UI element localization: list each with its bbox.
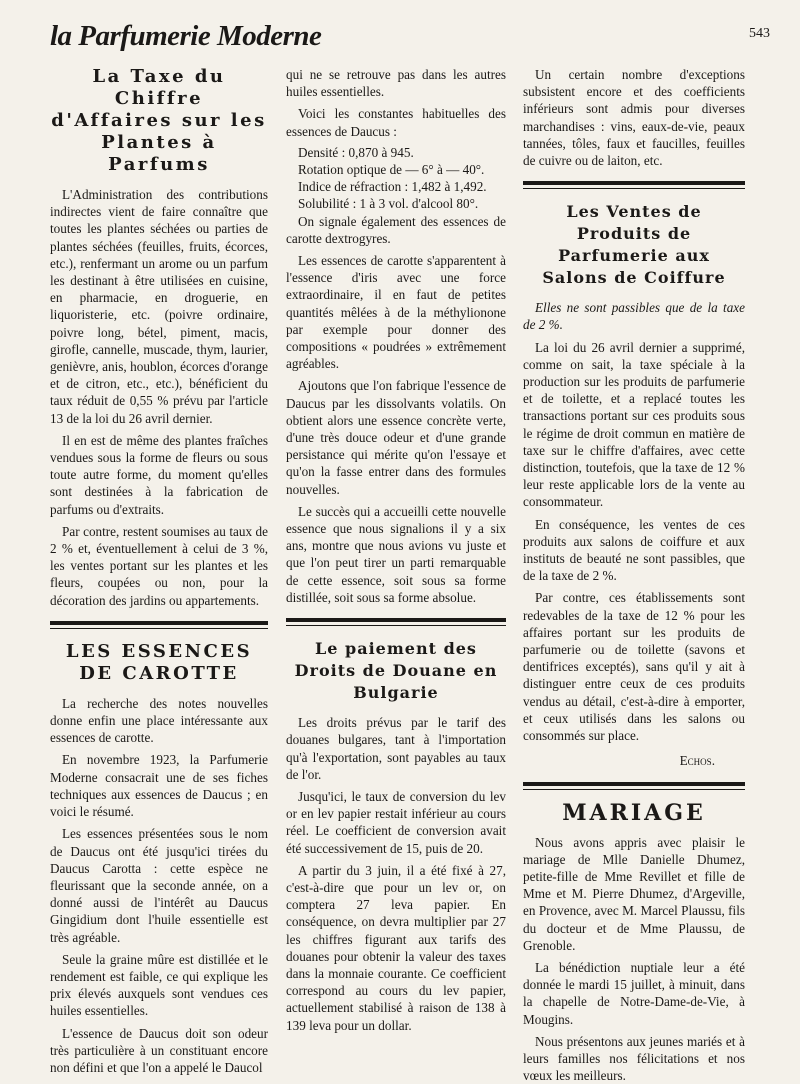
article-title-mariage: MARIAGE: [562, 799, 706, 826]
page-number: 543: [749, 26, 770, 41]
paragraph: En novembre 1923, la Parfumerie Moderne consacrait une de ses fiches techniques aux essences de Daucus ; en voici le résumé.: [50, 752, 268, 820]
section-divider: [523, 782, 745, 790]
paragraph: On signale également des essences de carotte dextrogyres.: [286, 213, 506, 246]
paragraph: A partir du 3 juin, il a été fixé à 27, c'est-à-dire que pour un lev or, on comptera 27 leva papier. En conséquence, on devra multiplier par 27 les chiffres figurant aux tarifs des douanes pour obtenir la valeur des taxes dans la monnaie courante. Ce coefficient correspond au cours du lev papier, actuellement stabilisé à raison de 138 à 139 leva pour un dollar.: [286, 862, 506, 1033]
paragraph: Seule la graine mûre est distillée et le rendement est faible, ce qui explique les prix élevés auxquels sont vendues ces huiles essentielles.: [50, 951, 268, 1019]
paragraph: L'essence de Daucus doit son odeur très particulière à un constituant encore non défini et que l'on a appelé le Daucol: [50, 1025, 268, 1075]
paragraph: Par contre, ces établissements sont redevables de la taxe de 12 % pour les affaires portant sur les produits de parfumerie ou de toilette (savons et dentifrices exceptés), sans qu'il y ait à distinguer entre ceux de ces produits vendus au détail, c'est-à-dire à emporter, et ceux utilisés dans les salons ou consommés sur place.: [523, 590, 745, 744]
article-subtitle: Elles ne sont passibles que de la taxe de 2 %.: [523, 300, 745, 333]
paragraph: Jusqu'ici, le taux de conversion du lev or en lev papier restait inférieur au cours réel. Le coefficient de conversion avait été successivement de 15, puis de 20.: [286, 788, 506, 856]
section-divider: [523, 181, 745, 189]
paragraph: Par contre, restent soumises au taux de 2 % et, éventuellement à celui de 3 %, les ventes portant sur les plantes et les fleurs, coupées ou non, pour la décoration des jardins ou appartements.: [50, 523, 268, 608]
paragraph: La bénédiction nuptiale leur a été donnée le mardi 15 juillet, à minuit, dans la chapelle de Notre-Dame-de-Vie, à Mougins.: [523, 959, 745, 1027]
paragraph: Voici les constantes habituelles des essences de Daucus :: [286, 106, 506, 139]
article-title-carotte: LES ESSENCES DE CAROTTE: [65, 640, 253, 684]
section-divider: [50, 621, 268, 629]
paragraph: L'Administration des contributions indirectes vient de faire connaître que toutes les plantes séchées ou parties de plantes séchées (feuilles, fruits, écorces, etc.), renfermant un arome ou un parfum les destinant à être utilisées en cuisine, en pharmacie, en droguerie, en liquoristerie, etc. (poivre ordinaire, poivre long, bétel, piment, macis, girofle, cannelle, muscade, thym, laurier, genièvre, anis, houblon, écorces d'orange et de citron, etc., etc.), bénéficient du taux réduit de 0,55 % prévu par l'article 13 de la loi du 26 avril dernier.: [50, 187, 268, 426]
paragraph: Les essences de carotte s'apparentent à l'essence d'iris avec une force extraordinaire, il en faut de petites quantités mêlées à de la méthylionone par exemple pour donner des compositions « poudrées » extrêmement agréables.: [286, 253, 506, 372]
constant-rotation: Rotation optique de — 6° à — 40°.: [298, 162, 485, 178]
paragraph: La recherche des notes nouvelles donne enfin une place intéressante aux essences de carotte.: [50, 695, 268, 746]
article-title-taxe: La Taxe du Chiffre d'Affaires sur les Plantes à Parfums: [51, 66, 267, 175]
paragraph: Nous présentons aux jeunes mariés et à leurs familles nos félicitations et nos vœux les meilleurs.: [523, 1033, 745, 1084]
paragraph: En conséquence, les ventes de ces produits aux salons de coiffure et aux instituts de beauté ne sont passibles, que de la taxe de 2 %.: [523, 516, 745, 584]
constant-solubility: Solubilité : 1 à 3 vol. d'alcool 80°.: [298, 196, 479, 212]
column-1: [50, 66, 268, 1076]
masthead: la Parfumerie Moderne: [50, 20, 322, 52]
page-header: [50, 18, 770, 58]
column-3: [523, 66, 745, 1084]
paragraph: qui ne se retrouve pas dans les autres huiles essentielles.: [286, 67, 506, 100]
paragraph: Il en est de même des plantes fraîches vendues sous la forme de fleurs ou sous toute autre forme, du moment qu'elles sont destinées à la fabrication de parfums ou d'extraits.: [50, 432, 268, 517]
paragraph: La loi du 26 avril dernier a supprimé, comme on sait, la taxe spéciale à la production sur les produits de parfumerie et de toilette, et a replacé toutes les transactions portant sur ces produits sous le régime de droit commun en matière de taxe sur le chiffre d'affaires, avec cette distinction, toutefois, que la taxe de 12 % leur reste applicable lors de la vente au consommateur.: [523, 339, 745, 510]
paragraph: Les essences présentées sous le nom de Daucus ont été jusqu'ici tirées du Daucus Carotta : cette espèce ne fleurissant que la seconde année, on a donné aussi de l'intérêt au Daucus Gingidium dont l'huile essentielle est très agréable.: [50, 826, 268, 945]
signature: Echos.: [679, 753, 715, 769]
paragraph: Le succès qui a accueilli cette nouvelle essence que nous signalions il y a six ans, montre que nous avions vu juste et que l'on peut tirer un parti remarquable de cette essence, soit sous sa forme distillée, soit sous sa forme absolue.: [286, 503, 506, 605]
constants-list: [286, 144, 506, 213]
column-2: [286, 66, 506, 1034]
section-divider: [286, 618, 506, 626]
paragraph: Nous avons appris avec plaisir le mariage de Mlle Danielle Dhumez, petite-fille de Mme Revillet et fille de Mme et M. Pierre Dhumez, d'Argeville, en Provence, avec M. Marcel Plaussu, fils du docteur et de Mme Plaussu, de Grenoble.: [523, 834, 745, 953]
constant-density: Densité : 0,870 à 945.: [298, 144, 414, 160]
paragraph: Un certain nombre d'exceptions subsistent encore et des coefficients inférieurs sont admis pour diverses marchandises : vins, eaux-de-vie, peaux tannées, tôles, faux et faucilles, feuilles de cuivre ou de laiton, etc.: [523, 67, 745, 169]
article-title-ventes: Les Ventes de Produits de Parfumerie aux Salons de Coiffure: [542, 202, 726, 288]
paragraph: Ajoutons que l'on fabrique l'essence de Daucus par les dissolvants volatils. On obtient alors une essence concrète verte, d'une très douce odeur et d'une grande persistance qui mérite qu'on l'essaye et qu'on la fasse entrer dans des formules nouvelles.: [286, 378, 506, 497]
article-title-douane: Le paiement des Droits de Douane en Bulgarie: [294, 639, 498, 703]
paragraph: Les droits prévus par le tarif des douanes bulgares, tant à l'importation qu'à l'exportation, sont payables au taux de l'or.: [286, 715, 506, 782]
constant-refraction: Indice de réfraction : 1,482 à 1,492.: [298, 179, 487, 195]
